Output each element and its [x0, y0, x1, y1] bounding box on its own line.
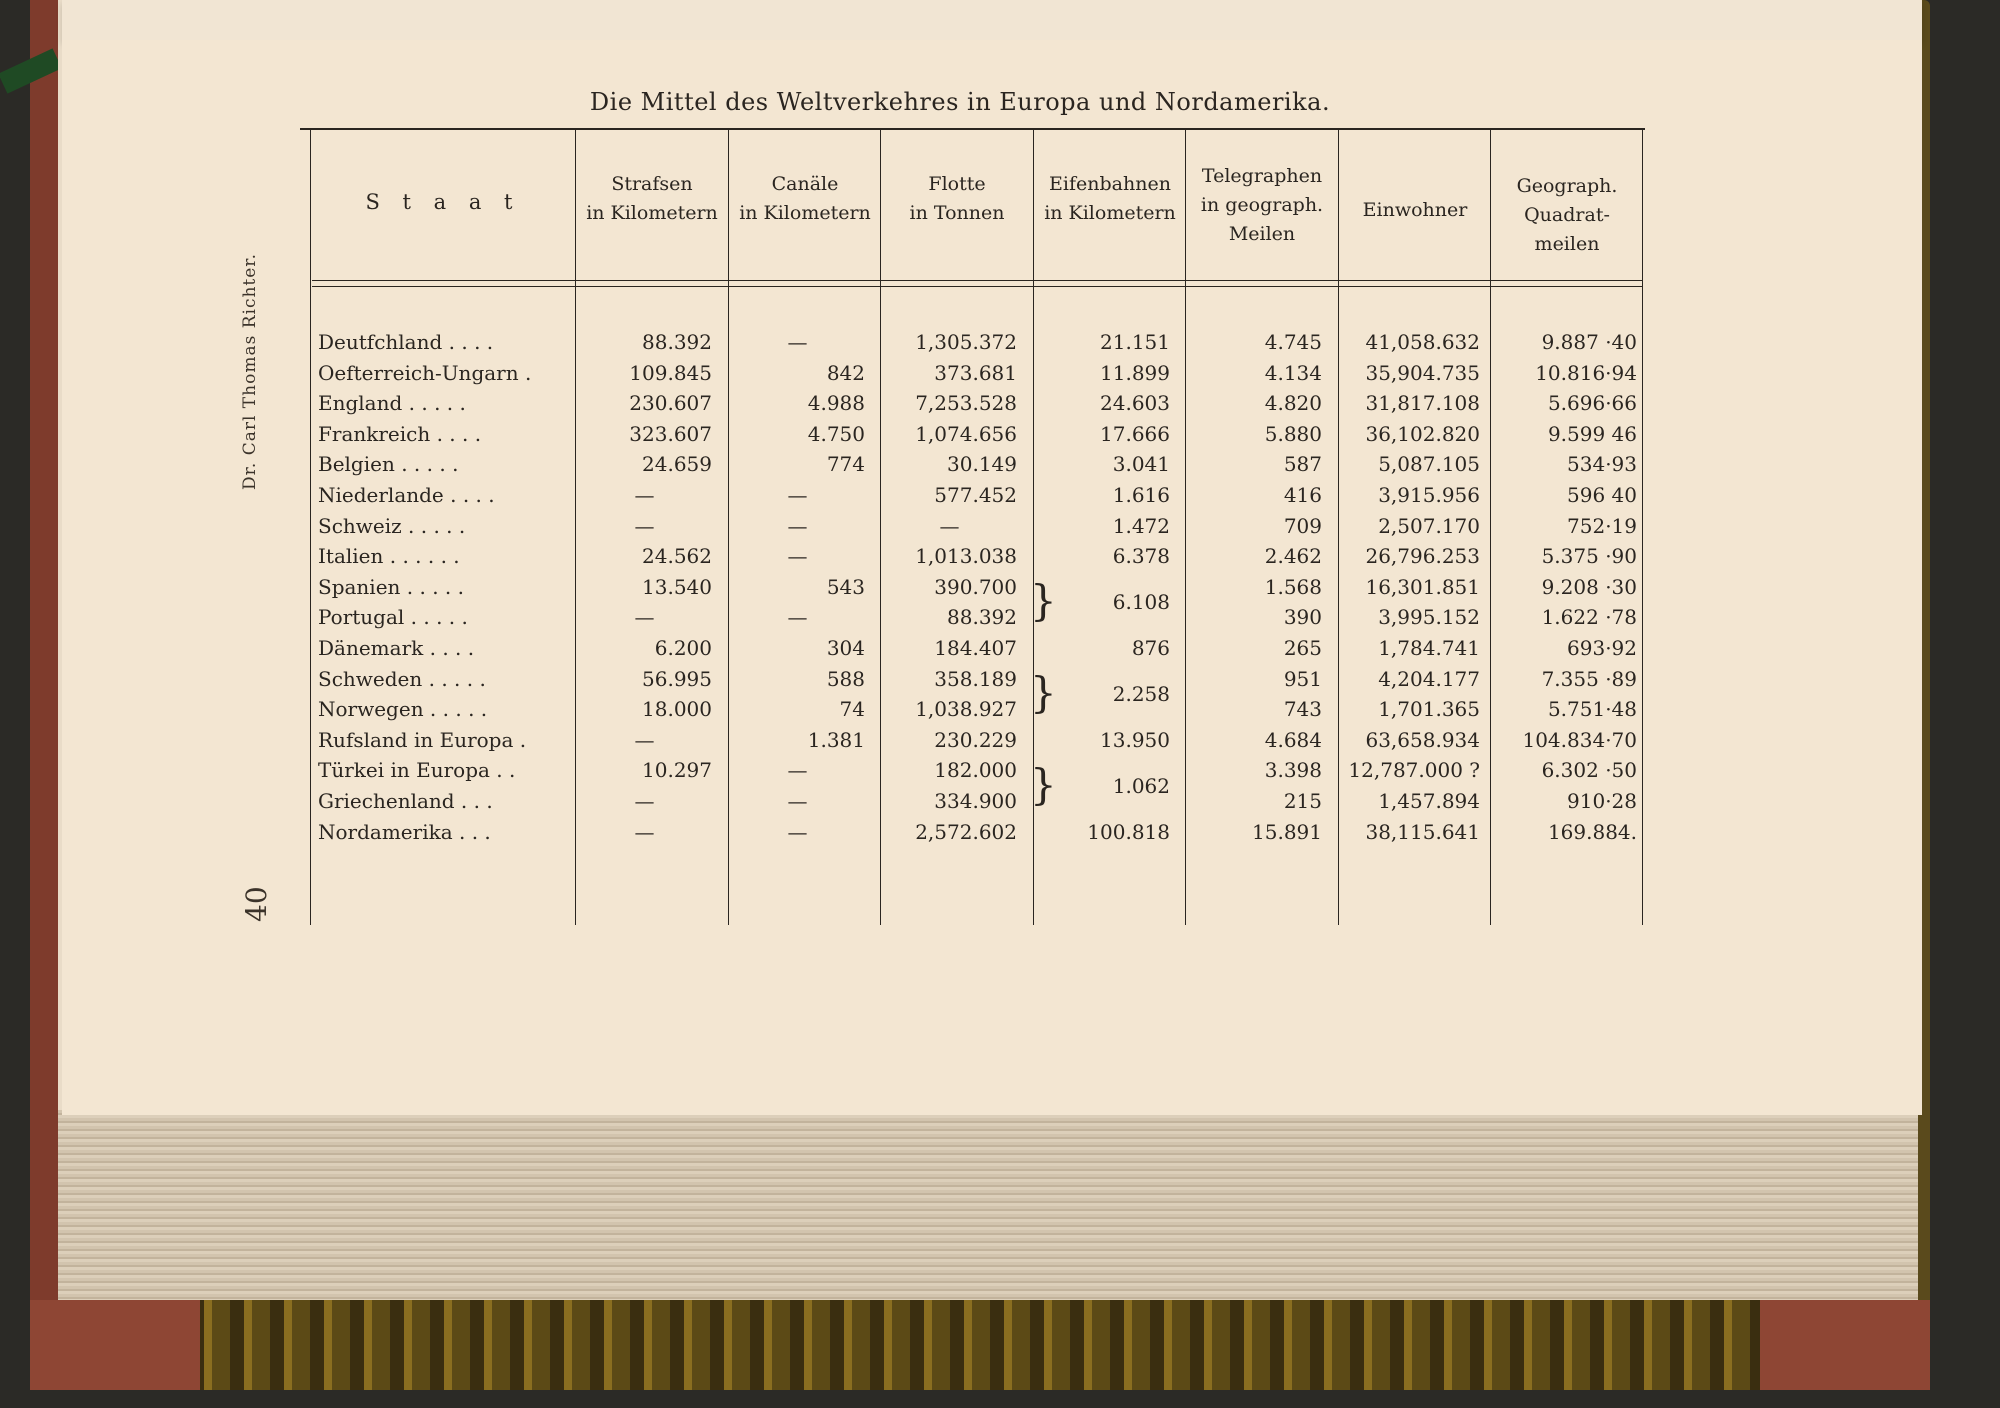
header-line: in Kilometern: [739, 202, 871, 224]
cell-canaele: 774: [826, 452, 865, 477]
header-rule: [312, 280, 1642, 281]
cell-telegraphen: 1.568: [1264, 574, 1322, 599]
cell-strassen: 6.200: [654, 636, 712, 660]
cell-strassen: 230.607: [629, 391, 712, 416]
header-quadratmeilen: [1492, 172, 1642, 259]
table-rule: [728, 130, 729, 925]
cell-eisenbahnen: 3.041: [1112, 452, 1170, 477]
cell-qm: 7.355 ·89: [1541, 666, 1637, 691]
cell-qm: 534·93: [1567, 452, 1637, 477]
header-line: Strafsen: [611, 173, 693, 195]
cell-telegraphen: 265: [1283, 636, 1322, 660]
cell-telegraphen: 3.398: [1264, 758, 1322, 783]
cell-eisenbahnen: 876: [1131, 636, 1170, 660]
cell-qm: 1.622 ·78: [1541, 605, 1637, 630]
cell-strassen: 13.540: [642, 574, 712, 599]
cell-qm: 104.834·70: [1522, 727, 1637, 752]
table-rule: [310, 130, 311, 925]
cell-qm: 596 40: [1567, 483, 1637, 507]
cover-corner-right: [1760, 1300, 1930, 1390]
cell-telegraphen: 4.820: [1264, 391, 1322, 416]
cell-eisenbahnen: 1.472: [1112, 513, 1170, 538]
cell-canaele: —: [787, 605, 808, 630]
cell-canaele: 74: [839, 697, 865, 722]
cell-qm: 10.816·94: [1535, 360, 1637, 385]
cell-flotte: 373.681: [934, 360, 1017, 385]
cell-einwohner: 35,904.735: [1365, 360, 1480, 385]
cell-eisenbahnen: 13.950: [1100, 727, 1170, 752]
cell-einwohner: 26,796.253: [1365, 544, 1480, 569]
table-rule: [1490, 130, 1491, 925]
cell-canaele: 4.750: [807, 421, 865, 446]
header-line: Geograph.: [1516, 175, 1618, 197]
cell-einwohner: 63,658.934: [1365, 727, 1480, 752]
cell-qm: 5.375 ·90: [1541, 544, 1637, 569]
header-rule: [312, 286, 1642, 287]
cell-strassen: 56.995: [642, 666, 712, 691]
cell-einwohner: 36,102.820: [1365, 421, 1480, 446]
cell-flotte: 1,038.927: [915, 697, 1017, 722]
cell-strassen: —: [634, 819, 655, 844]
header-line: in Kilometern: [1044, 202, 1176, 224]
cell-telegraphen: 743: [1283, 697, 1322, 722]
cell-telegraphen: 951: [1283, 666, 1322, 691]
cell-telegraphen: 390: [1283, 605, 1322, 630]
cell-telegraphen: 587: [1283, 452, 1322, 477]
cell-canaele: —: [787, 789, 808, 813]
header-line: Canäle: [771, 173, 839, 195]
header-eisenbahnen: [1035, 170, 1185, 228]
header-line: Flotte: [928, 173, 986, 195]
header-canaele: [730, 170, 880, 228]
cell-qm: 752·19: [1567, 513, 1637, 538]
cell-strassen: 18.000: [642, 697, 712, 722]
cell-staat: Belgien . . . . .: [318, 452, 459, 477]
cell-flotte: 184.407: [934, 636, 1017, 660]
cell-eisenbahnen: 17.666: [1100, 421, 1170, 446]
cell-staat: England . . . . .: [318, 391, 466, 416]
cell-strassen: —: [634, 727, 655, 752]
cell-flotte: 7,253.528: [915, 391, 1017, 416]
cell-strassen: 10.297: [642, 758, 712, 783]
cell-flotte: 358.189: [934, 666, 1017, 691]
cell-einwohner: 5,087.105: [1378, 452, 1480, 477]
cell-eisenbahnen: 6.378: [1112, 544, 1170, 569]
cell-canaele: 543: [826, 574, 865, 599]
cell-staat: Portugal . . . . .: [318, 605, 468, 630]
cell-canaele: 842: [826, 360, 865, 385]
cell-flotte: 30.149: [947, 452, 1017, 477]
cell-telegraphen: 4.684: [1264, 727, 1322, 752]
cell-qm: 5.696·66: [1547, 391, 1637, 416]
header-einwohner: [1340, 196, 1490, 225]
table-rule: [880, 130, 881, 925]
cell-telegraphen: 709: [1283, 513, 1322, 538]
table-rule: [575, 130, 576, 925]
cell-einwohner: 1,784.741: [1378, 636, 1480, 660]
cell-telegraphen: 4.745: [1264, 330, 1322, 354]
cell-eisenbahnen: 11.899: [1100, 360, 1170, 385]
header-line: Quadrat-: [1524, 204, 1610, 226]
header-telegraphen: [1187, 162, 1337, 249]
header-line: Einwohner: [1362, 199, 1468, 221]
cell-flotte: 182.000: [934, 758, 1017, 783]
cell-flotte: —: [939, 513, 960, 538]
table-rule: [1642, 130, 1643, 925]
cell-eisenbahnen: 100.818: [1087, 819, 1170, 844]
cell-eisenbahnen: 1.616: [1112, 483, 1170, 507]
cell-canaele: —: [787, 330, 808, 354]
cell-canaele: 1.381: [807, 727, 865, 752]
cover-marbled-edge: [30, 1300, 1930, 1390]
cell-canaele: 304: [826, 636, 865, 660]
cell-einwohner: 38,115.641: [1365, 819, 1480, 844]
cell-einwohner: 3,995.152: [1378, 605, 1480, 630]
cell-flotte: 1,305.372: [915, 330, 1017, 354]
page-edges: [58, 1110, 1918, 1300]
running-head-author: Dr. Carl Thomas Richter.: [240, 253, 260, 490]
cell-staat: Spanien . . . . .: [318, 574, 464, 599]
cell-strassen: 24.659: [642, 452, 712, 477]
table-rule: [1338, 130, 1339, 925]
cell-einwohner: 16,301.851: [1365, 574, 1480, 599]
cell-staat: Italien . . . . . .: [318, 544, 460, 569]
cell-flotte: 230.229: [934, 727, 1017, 752]
cell-qm: 9.208 ·30: [1541, 574, 1637, 599]
cell-staat: Türkei in Europa . .: [318, 758, 516, 783]
turned-page-top: [62, 0, 1922, 40]
header-line: in Kilometern: [586, 202, 718, 224]
cell-strassen: 24.562: [642, 544, 712, 569]
cell-telegraphen: 5.880: [1264, 421, 1322, 446]
cell-qm: 9.599 46: [1547, 421, 1637, 446]
page-number: 40: [240, 886, 273, 922]
cell-qm: 6.302 ·50: [1541, 758, 1637, 783]
cell-strassen: 88.392: [642, 330, 712, 354]
cell-staat: Nordamerika . . .: [318, 819, 491, 844]
cell-staat: Deutfchland . . . .: [318, 330, 494, 354]
cell-einwohner: 2,507.170: [1378, 513, 1480, 538]
cell-canaele: —: [787, 758, 808, 783]
cell-eisenbahnen: 24.603: [1100, 391, 1170, 416]
cell-flotte: 1,074.656: [915, 421, 1017, 446]
cell-flotte: 2,572.602: [915, 819, 1017, 844]
cell-canaele: 4.988: [807, 391, 865, 416]
cell-qm: 9.887 ·40: [1541, 330, 1637, 354]
cell-staat: Dänemark . . . .: [318, 636, 475, 660]
cell-einwohner: 3,915.956: [1378, 483, 1480, 507]
cell-strassen: 323.607: [629, 421, 712, 446]
cell-staat: Oefterreich-Ungarn .: [318, 360, 532, 385]
cell-einwohner: 4,204.177: [1378, 666, 1480, 691]
cell-einwohner: 1,701.365: [1378, 697, 1480, 722]
cell-telegraphen: 15.891: [1252, 819, 1322, 844]
cell-canaele: 588: [826, 666, 865, 691]
cell-qm: 5.751·48: [1547, 697, 1637, 722]
header-line: Meilen: [1228, 223, 1296, 245]
header-line: in Tonnen: [909, 202, 1005, 224]
cell-qm: 910·28: [1567, 789, 1637, 813]
header-line: Telegraphen: [1201, 165, 1323, 187]
cell-eisenbahnen: 21.151: [1100, 330, 1170, 354]
cell-telegraphen: 215: [1283, 789, 1322, 813]
header-line: Eifenbahnen: [1049, 173, 1171, 195]
cell-flotte: 88.392: [947, 605, 1017, 630]
header-line: in geograph.: [1200, 194, 1324, 216]
cell-canaele: —: [787, 483, 808, 507]
page-title: Die Mittel des Weltverkehres in Europa und Nordamerika.: [589, 88, 1331, 116]
cell-staat: Griechenland . . .: [318, 789, 493, 813]
cell-flotte: 1,013.038: [915, 544, 1017, 569]
cell-telegraphen: 4.134: [1264, 360, 1322, 385]
cell-eisenbahnen-grouped: 6.108: [1112, 590, 1170, 615]
cell-telegraphen: 2.462: [1264, 544, 1322, 569]
cover-corner-left: [30, 1300, 200, 1390]
cell-flotte: 390.700: [934, 574, 1017, 599]
cell-staat: Rufsland in Europa .: [318, 727, 527, 752]
header-staat: S t a a t: [365, 190, 521, 214]
cell-einwohner: 41,058.632: [1365, 330, 1480, 354]
cell-flotte: 334.900: [934, 789, 1017, 813]
cell-strassen: —: [634, 605, 655, 630]
cell-einwohner: 12,787.000 ?: [1348, 758, 1480, 783]
cell-staat: Schweiz . . . . .: [318, 513, 466, 538]
group-brace: }: [1030, 759, 1057, 809]
cell-canaele: —: [787, 513, 808, 538]
cell-staat: Niederlande . . . .: [318, 483, 495, 507]
cell-canaele: —: [787, 819, 808, 844]
header-strassen: [577, 170, 727, 228]
cell-strassen: 109.845: [629, 360, 712, 385]
cell-einwohner: 31,817.108: [1365, 391, 1480, 416]
cell-canaele: —: [787, 544, 808, 569]
cell-eisenbahnen-grouped: 2.258: [1112, 681, 1170, 706]
cell-eisenbahnen-grouped: 1.062: [1112, 773, 1170, 798]
header-flotte: [882, 170, 1032, 228]
cell-flotte: 577.452: [934, 483, 1017, 507]
cell-staat: Norwegen . . . . .: [318, 697, 488, 722]
cell-qm: 693·92: [1567, 636, 1637, 660]
table-rule: [1185, 130, 1186, 925]
group-brace: }: [1030, 667, 1057, 717]
cell-strassen: —: [634, 789, 655, 813]
cell-staat: Schweden . . . . .: [318, 666, 486, 691]
group-brace: }: [1030, 576, 1057, 626]
cell-qm: 169.884.: [1547, 819, 1637, 844]
cell-strassen: —: [634, 483, 655, 507]
cell-telegraphen: 416: [1283, 483, 1322, 507]
cell-einwohner: 1,457.894: [1378, 789, 1480, 813]
cell-staat: Frankreich . . . .: [318, 421, 482, 446]
cell-strassen: —: [634, 513, 655, 538]
header-line: meilen: [1534, 233, 1600, 255]
